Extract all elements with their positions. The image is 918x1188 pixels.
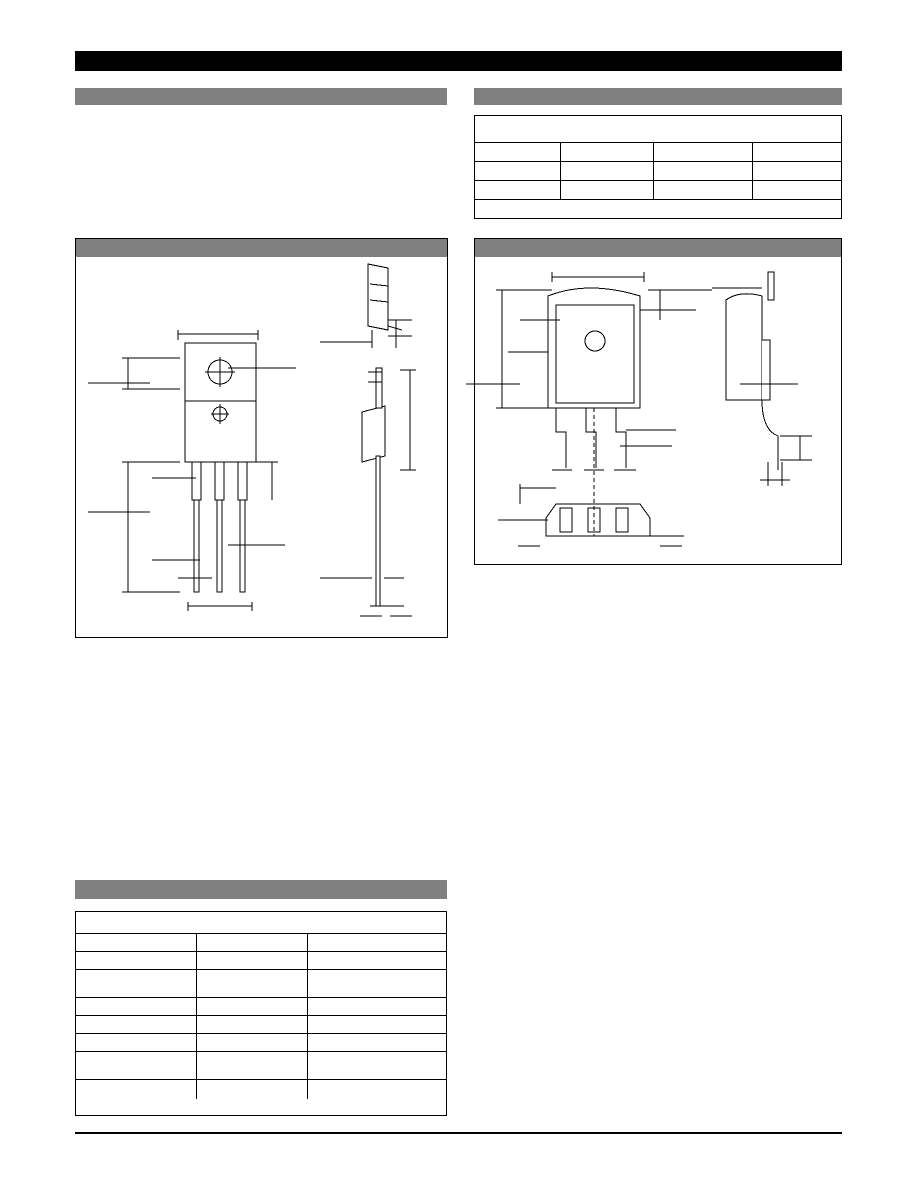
top-right-table-frame: [474, 115, 842, 219]
table-rule: [76, 1079, 446, 1080]
table-col-sep: [752, 142, 753, 199]
right-drawing-header: [475, 239, 841, 257]
table-rule: [76, 997, 446, 998]
table-rule: [475, 180, 841, 181]
table-rule: [475, 161, 841, 162]
table-col-sep: [196, 933, 197, 1099]
bottom-table-frame: [75, 911, 447, 1116]
table-col-sep: [653, 142, 654, 199]
right-package-drawing-panel: [474, 238, 842, 565]
table-rule: [76, 951, 446, 952]
left-drawing-header: [76, 239, 447, 257]
left-package-drawing-panel: [75, 238, 448, 638]
table-rule: [475, 199, 841, 200]
table-rule: [76, 969, 446, 970]
table-col-sep: [307, 933, 308, 1099]
table-rule: [76, 1033, 446, 1034]
table-rule: [76, 1051, 446, 1052]
table-col-sep: [560, 142, 561, 199]
bottom-table-header: [75, 880, 447, 899]
table-rule: [76, 1015, 446, 1016]
footer-rule: [75, 1132, 842, 1134]
table-rule: [475, 142, 841, 143]
left-section-header: [75, 88, 447, 105]
right-section-header: [474, 88, 842, 105]
table-rule: [76, 933, 446, 934]
top-title-bar: [75, 51, 842, 71]
